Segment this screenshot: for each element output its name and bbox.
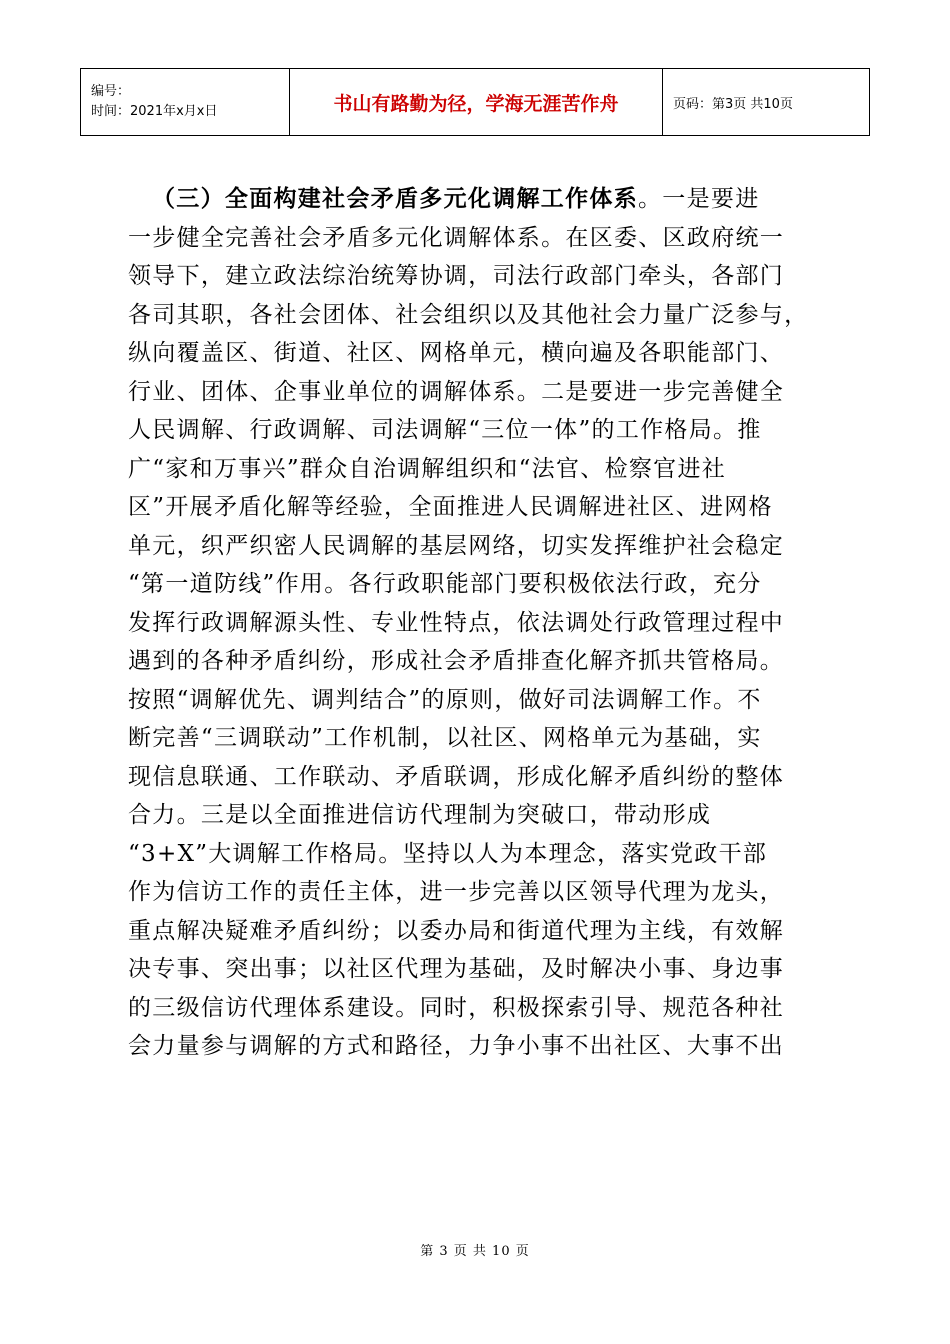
page-footer: 第 3 页 共 10 页 (420, 1244, 530, 1259)
paragraph-first-line (128, 180, 828, 219)
body-line: 合力。三是以全面推进信访代理制为突破口，带动形成 (128, 802, 712, 828)
body-line: 人民调解、行政调解、司法调解“三位一体”的工作格局。推 (128, 417, 762, 443)
body-line: 纵向覆盖区、街道、社区、网格单元，横向遍及各职能部门、 (128, 340, 785, 366)
body-line: 遇到的各种矛盾纠纷，形成社会矛盾排查化解齐抓共管格局。 (128, 648, 785, 674)
body-line: 断完善“三调联动”工作机制，以社区、网格单元为基础，实 (128, 725, 762, 751)
body-line: 发挥行政调解源头性、专业性特点，依法调处行政管理过程中 (128, 609, 785, 636)
body-line: 一步健全完善社会矛盾多元化调解体系。在区委、区政府统一 (128, 224, 785, 251)
section-heading: （三）全面构建社会矛盾多元化调解工作体系 (152, 185, 638, 212)
body-line: 区”开展矛盾化解等经验，全面推进人民调解进社区、进网格 (128, 494, 773, 520)
body-line: 决专事、突出事；以社区代理为基础，及时解决小事、身边事 (128, 956, 785, 982)
body-line: 广“家和万事兴”群众自治调解组织和“法官、检察官进社 (128, 455, 727, 482)
document-body (128, 180, 828, 1066)
body-line: 单元，织严织密人民调解的基层网络，切实发挥维护社会稳定 (128, 532, 785, 559)
body-line: 会力量参与调解的方式和路径，力争小事不出社区、大事不出 (128, 1033, 785, 1059)
header-motto: 书山有路勤为径，学海无涯苦作舟 (290, 69, 663, 136)
document-header (80, 68, 870, 136)
document-number-label: 编号： (91, 84, 131, 99)
header-meta-cell (81, 69, 290, 136)
header-page-info: 页码：第3页 共10页 (663, 69, 870, 136)
body-line: 作为信访工作的责任主体，进一步完善以区领导代理为龙头， (128, 879, 785, 905)
body-line: “第一道防线”作用。各行政职能部门要积极依法行政，充分 (128, 571, 762, 597)
body-line: 行业、团体、企事业单位的调解体系。二是要进一步完善健全 (128, 378, 785, 405)
body-line: 现信息联通、工作联动、矛盾联调，形成化解矛盾纠纷的整体 (128, 763, 785, 790)
body-line: 。一是要进 (638, 186, 760, 212)
body-line: 领导下，建立政法综治统筹协调，司法行政部门牵头，各部门 (128, 263, 785, 289)
body-line: 按照“调解优先、调判结合”的原则，做好司法调解工作。不 (128, 686, 762, 713)
body-line: “3+X”大调解工作格局。坚持以人为本理念，落实党政干部 (128, 840, 768, 867)
body-line: 各司其职，各社会团体、社会组织以及其他社会力量广泛参与， (128, 301, 809, 328)
body-line: 重点解决疑难矛盾纠纷；以委办局和街道代理为主线，有效解 (128, 917, 785, 944)
document-time-label: 时间：2021年x月x日 (91, 104, 218, 119)
body-line: 的三级信访代理体系建设。同时，积极探索引导、规范各种社 (128, 994, 785, 1021)
